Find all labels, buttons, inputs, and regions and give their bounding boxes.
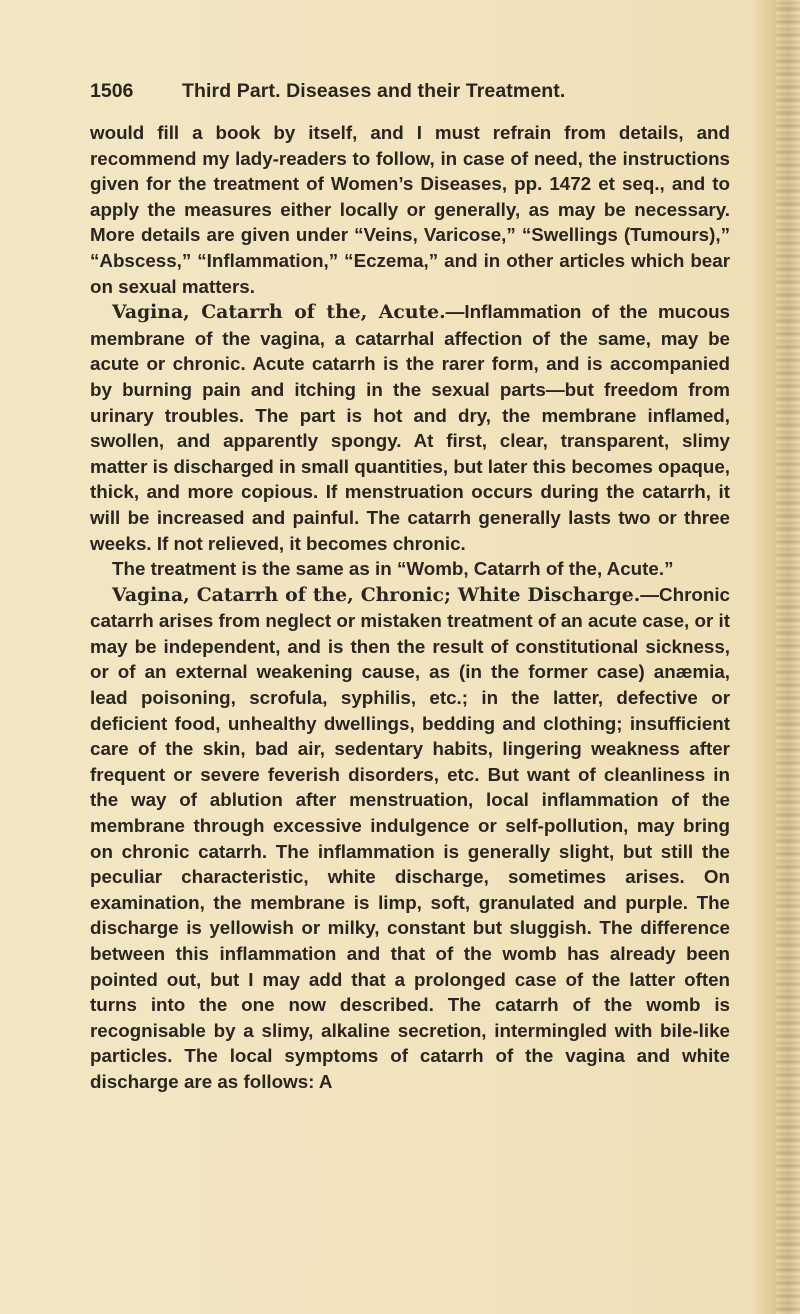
running-head: Third Part. Diseases and their Treatment. (182, 80, 566, 102)
section-heading: Vagina, Catarrh of the, Acute. (112, 301, 446, 324)
paragraph-text: would fill a book by itself, and I must refrain from details, and recommend my lady-readers to follow, in case of need, the instructions given for the treatment of Women’s Diseases, pp. 1472 et seq., and to apply the measures either locally or generally, as may be necessary. More details are given under “Veins, Varicose,” “Swellings (Tumours),” “Abscess,” “Inflammation,” “Eczema,” and in other articles which bear on sexual matters. (90, 122, 730, 297)
paragraph-treatment (90, 556, 730, 582)
page-number: 1506 (90, 80, 134, 102)
body-text (90, 120, 730, 1095)
paragraph-text: —Chronic catarrh arises from neglect or mistaken treatment of an acute case, or it may be independent, and is then the result of constitutional sickness, or of an external weakening cause, as (in the former case) anæmia, lead poisoning, scrofula, syphilis, etc.; in the latter, defective or deficient food, unhealthy dwellings, bedding and clothing; insufficient care of the skin, bad air, sedentary habits, lingering weakness after frequent or severe feverish disorders, etc. But want of cleanliness in the way of ablution after menstruation, local inflammation of the membrane through excessive indulgence or self-pollution, may bring on chronic catarrh. The inflammation is generally slight, but still the peculiar characteristic, white discharge, sometimes arises. On examination, the membrane is limp, soft, granulated and purple. The discharge is yellowish or milky, constant but sluggish. The difference between this inflammation and that of the womb has already been pointed out, but I may add that a prolonged case of the latter often turns into the one now described. The catarrh of the womb is recognisable by a slimy, alkaline secretion, intermingled with bile-like particles. The local symptoms of catarrh of the vagina and white discharge are as follows: A (90, 583, 730, 1092)
paragraph-text: The treatment is the same as in “Womb, Catarrh of the, Acute.” (112, 558, 674, 580)
paragraph-vagina-acute (90, 299, 730, 556)
paragraph-continuation (90, 120, 730, 299)
page-header (90, 80, 770, 112)
paragraph-vagina-chronic (90, 582, 730, 1095)
page-edge-shadow (776, 0, 800, 1314)
paragraph-text: —Inflammation of the mucous membrane of the vagina, a catarrhal affection of the same, may be acute or chronic. Acute catarrh is the rarer form, and is accompanied by burning pain and itching in the sexual parts—but freedom from urinary troubles. The part is hot and dry, the membrane inflamed, swollen, and apparently spongy. At first, clear, transparent, slimy matter is discharged in small quantities, but later this becomes opaque, thick, and more copious. If menstruation occurs during the catarrh, it will be increased and painful. The catarrh generally lasts two or three weeks. If not relieved, it becomes chronic. (90, 301, 730, 554)
section-heading: Vagina, Catarrh of the, Chronic; White Discharge. (112, 583, 641, 606)
